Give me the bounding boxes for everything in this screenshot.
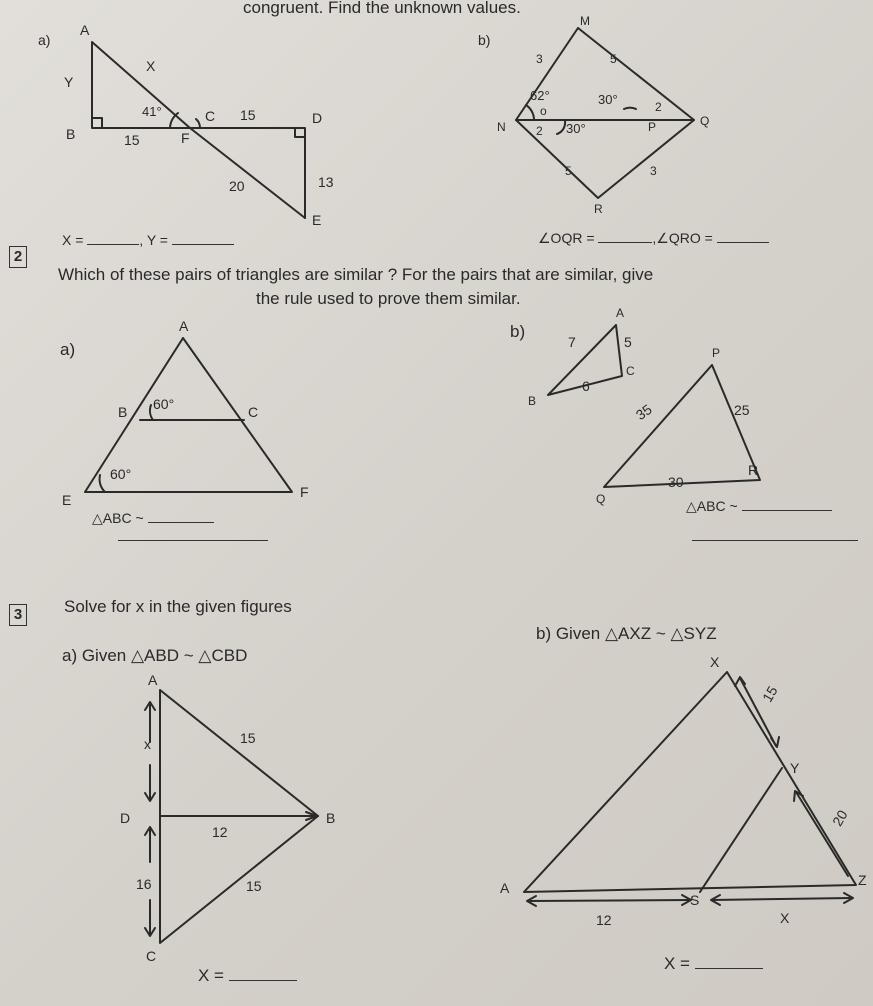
- q3-text: Solve for x in the given figures: [64, 597, 292, 616]
- q1a-answer-x: X = , Y =: [62, 232, 234, 248]
- q2a-angle-60-top: 60°: [153, 396, 175, 412]
- q2b-rule-blank: [692, 540, 858, 541]
- q1a-vertex-e: E: [312, 212, 322, 228]
- q1a-angle-41: 41°: [142, 104, 162, 119]
- q1b-side-5-bottom: 5: [565, 164, 572, 178]
- q3a-triangle: [145, 690, 318, 943]
- q1b-side-2-left: 2: [536, 124, 543, 138]
- q3b-triangles: [524, 672, 856, 906]
- q2b-side-6: 6: [582, 378, 590, 394]
- q1a-vertex-b: B: [66, 126, 76, 142]
- q1a-side-y: Y: [64, 74, 74, 90]
- q2b-vertex-b: B: [528, 394, 537, 408]
- header-text: congruent. Find the unknown values.: [243, 0, 521, 17]
- q3b-side-x: X: [780, 910, 790, 926]
- q2a-label: a): [60, 340, 76, 359]
- q3b-side-15: 15: [758, 683, 781, 705]
- q2b-side-25: 25: [734, 402, 750, 418]
- q1a-side-20: 20: [229, 178, 245, 194]
- q2b-answer: △ABC ~: [686, 498, 832, 515]
- q2a-vertex-f: F: [300, 484, 309, 500]
- q1b-point-o: o: [540, 104, 547, 118]
- q3a-vertex-d: D: [120, 810, 131, 826]
- q2b-vertex-a: A: [616, 306, 625, 320]
- q3a-side-15-bottom: 15: [246, 878, 262, 894]
- q1a-side-x: X: [146, 58, 156, 74]
- q1b-vertex-n: N: [497, 120, 506, 134]
- q3a-vertex-a: A: [148, 672, 158, 688]
- q1a-vertex-d: D: [312, 110, 323, 126]
- q2a-answer: △ABC ~: [92, 510, 214, 527]
- q3b-answer: X =: [664, 954, 763, 974]
- q2a-vertex-e: E: [62, 492, 72, 508]
- q1a-label: a): [38, 32, 51, 48]
- q1a-vertex-c: C: [205, 108, 216, 124]
- q1b-angle-30-bottom: 30°: [566, 121, 586, 136]
- q1b-vertex-r: R: [594, 202, 603, 216]
- q2b-vertex-p: P: [712, 346, 721, 360]
- q1b-vertex-m: M: [580, 14, 590, 28]
- q1b-label: b): [478, 32, 491, 48]
- q1b-answers: ∠OQR = ,∠QRO =: [538, 230, 769, 247]
- q1b-side-2-right: 2: [655, 100, 662, 114]
- q3b-vertex-y: Y: [790, 760, 800, 776]
- q1a-side-15-top: 15: [240, 107, 256, 123]
- q1b-angle-30-top: 30°: [598, 92, 618, 107]
- q2-text-line1: Which of these pairs of triangles are similar ? For the pairs that are similar, give: [58, 265, 654, 284]
- q2-text-line2: the rule used to prove them similar.: [256, 289, 521, 308]
- q3a-given: a) Given △ABD ~ △CBD: [62, 646, 248, 665]
- q3b-given: b) Given △AXZ ~ △SYZ: [536, 624, 717, 643]
- q2b-side-30: 30: [668, 474, 684, 490]
- q2b-triangles: [548, 325, 760, 487]
- q2a-vertex-a: A: [179, 318, 189, 334]
- q1b-angle-62: 62°: [530, 88, 550, 103]
- q1a-vertex-a: A: [80, 22, 90, 38]
- q3a-side-15-top: 15: [240, 730, 256, 746]
- q3b-side-12: 12: [596, 912, 612, 928]
- q3b-side-20: 20: [828, 807, 851, 829]
- q2a-rule-blank: [118, 540, 268, 541]
- q1a-side-15-bottom: 15: [124, 132, 140, 148]
- q3b-vertex-s: S: [690, 892, 700, 908]
- q2a-vertex-b: B: [118, 404, 128, 420]
- q2b-vertex-c: C: [626, 364, 635, 378]
- q2b-side-5: 5: [624, 334, 632, 350]
- q1b-side-3-top: 3: [536, 52, 543, 66]
- q2b-side-35: 35: [632, 400, 655, 424]
- q1a-vertex-f: F: [181, 130, 190, 146]
- q1b-vertex-q: Q: [700, 114, 710, 128]
- q3a-side-16: 16: [136, 876, 152, 892]
- q2a-angle-60-bottom: 60°: [110, 466, 132, 482]
- q3b-vertex-z: Z: [858, 872, 867, 888]
- q3-number: 3: [9, 604, 27, 626]
- q2-number: 2: [9, 246, 27, 268]
- q1a-triangles: [92, 42, 305, 218]
- q3a-side-12: 12: [212, 824, 228, 840]
- q2b-vertex-q: Q: [596, 492, 606, 506]
- q2b-vertex-r: R: [748, 462, 759, 478]
- q1b-side-5-top: 5: [610, 52, 617, 66]
- q3b-vertex-a: A: [500, 880, 510, 896]
- q2b-label: b): [510, 322, 526, 341]
- q3a-answer: X =: [198, 966, 297, 986]
- q2b-side-7: 7: [568, 334, 576, 350]
- q3b-vertex-x: X: [710, 654, 720, 670]
- q3a-side-x: x: [144, 736, 151, 752]
- q1b-side-3-bottom: 3: [650, 164, 657, 178]
- q3a-vertex-b: B: [326, 810, 336, 826]
- q3a-vertex-c: C: [146, 948, 157, 964]
- q2a-vertex-c: C: [248, 404, 259, 420]
- q1a-side-13: 13: [318, 174, 334, 190]
- q1b-vertex-p: P: [648, 120, 657, 134]
